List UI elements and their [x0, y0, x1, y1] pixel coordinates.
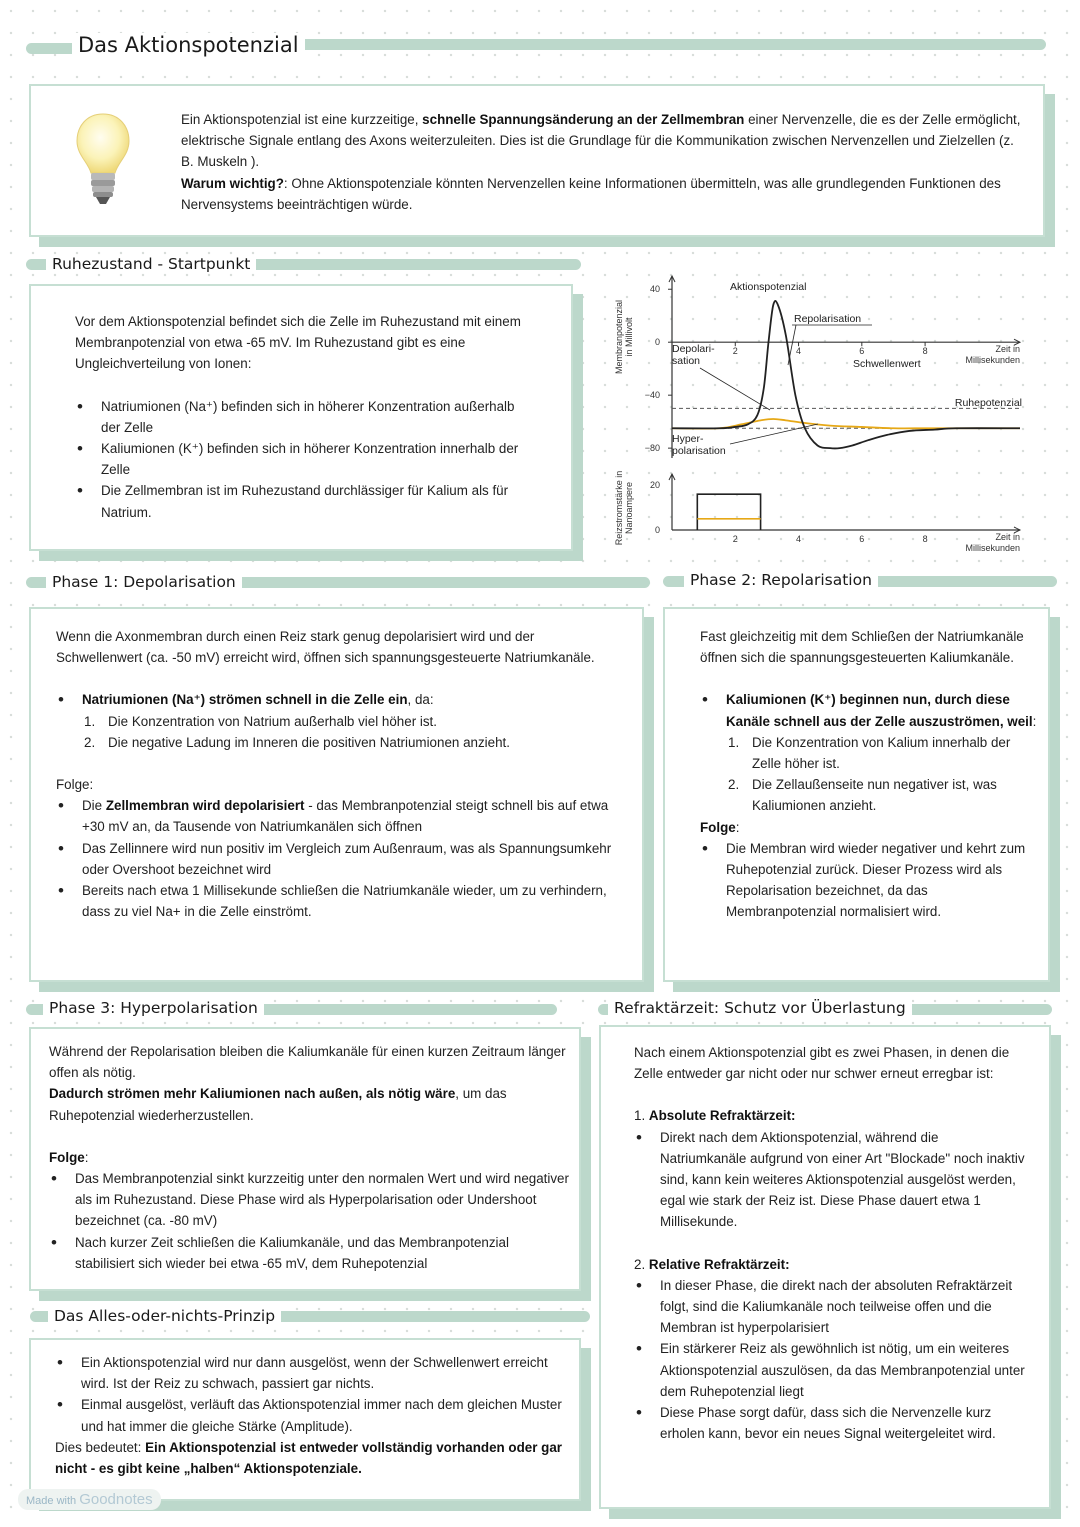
x-tick-label-bottom: 6	[859, 534, 865, 544]
x-tick-label-top: 2	[732, 346, 738, 357]
list-item: • Natriumionen (Na⁺) strömen schnell in die Zelle ein, da: 1. Die Konzentration von Natrium außerhalb viel höher ist. 2. Die negative Ladung im Inneren die positiven Natriumionen anzieht.	[56, 689, 616, 753]
annotation-pointer	[730, 424, 818, 444]
phase3-text	[49, 1041, 571, 1274]
list-item: • Ein stärkerer Reiz als gewöhnlich ist nötig, um ein weiteres Aktionspotenzial auszulösen, da das Membranpotenzial unter dem Ruhepotenzial liegt	[634, 1338, 1026, 1402]
phase1-folge-label: Folge:	[56, 777, 94, 793]
x-tick-label-bottom: 4	[796, 534, 802, 544]
series-line	[672, 419, 1020, 429]
list-item: • Bereits nach etwa 1 Millisekunde schließen die Natriumkanäle wieder, um zu verhindern, dass zu viel Na+ in die Zelle einströmt.	[56, 880, 616, 922]
y-tick-label-bottom: 0	[654, 525, 660, 535]
ruhe-list	[75, 396, 530, 523]
list-item: • Das Zellinnere wird nun positiv im Vergleich zum Außenraum, was als Spannungsumkehr oder Overshoot bezeichnet wird	[56, 838, 616, 880]
annotation-hyperpolarisation: polarisation	[672, 445, 726, 457]
lightbulb-icon	[74, 110, 132, 208]
x-axis-label-top: Millisekunden	[965, 355, 1020, 366]
phase3-folge-list	[49, 1168, 571, 1274]
annotation-schwellenwert: Schwellenwert	[853, 358, 921, 370]
annotation-repolarisation: Repolarisation	[794, 313, 862, 325]
annotation-hyperpolarisation: Hyper-	[672, 433, 704, 445]
list-item: • Einmal ausgelöst, verläuft das Aktionspotenzial immer nach dem gleichen Muster und hat immer die gleiche Stärke (Amplitude).	[55, 1394, 570, 1436]
list-item: 1. Die Konzentration von Natrium außerhalb viel höher ist.	[84, 713, 437, 729]
x-tick-label-top: 6	[859, 346, 865, 357]
refrakt-text	[634, 1042, 1026, 1444]
annotation-pointer	[700, 368, 770, 410]
phase2-text	[700, 626, 1038, 923]
phase2-folge-label: Folge:	[700, 819, 740, 835]
list-item: • Die Zellmembran wird depolarisiert - das Membranpotenzial steigt schnell bis auf etwa +30 mV an, da Tausende von Natriumkanälen sich öffnen	[56, 795, 616, 837]
refrakt-absolute-list	[634, 1127, 1026, 1233]
y-tick-label-top: −80	[644, 443, 660, 454]
y-tick-label-top: −40	[644, 390, 660, 401]
phase2-intro: Fast gleichzeitig mit dem Schließen der Natriumkanäle öffnen sich die spannungsgesteuerten Kaliumkanäle.	[700, 629, 1024, 666]
y-axis-label-top: Membranpotenzial	[614, 299, 624, 375]
alles-conclusion: Dies bedeutet: Ein Aktionspotenzial ist entweder vollständig vorhanden oder gar nicht - es gibt keine „halben“ Aktionspotenziale.	[55, 1439, 562, 1477]
list-item: 1. Die Konzentration von Kalium innerhalb der Zelle höher ist.	[728, 734, 1011, 772]
phase2-reasons	[726, 732, 1038, 817]
phase3-emphasis: Dadurch strömen mehr Kaliumionen nach außen, als nötig wäre, um das Ruhepotenzial wiederherzustellen.	[49, 1086, 507, 1123]
title-bar-right	[294, 39, 1046, 50]
phase1-heading: Phase 1: Depolarisation	[46, 573, 242, 591]
phase1-text	[56, 626, 616, 922]
refrakt-relative-list	[634, 1275, 1026, 1445]
annotation-depolarisation: Depolari-	[672, 343, 715, 355]
x-axis-label-bottom: Millisekunden	[965, 543, 1020, 553]
annotation-ruhepotenzial: Ruhepotenzial	[954, 397, 1022, 409]
phase1-folge-list	[56, 795, 616, 922]
list-item: 2. Die negative Ladung im Inneren die positiven Natriumionen anzieht.	[84, 734, 510, 750]
annotation-pointer	[788, 325, 796, 365]
x-tick-label-bottom: 8	[922, 534, 928, 544]
ruhe-text	[75, 311, 530, 523]
list-item: • Nach kurzer Zeit schließen die Kaliumkanäle, und das Membranpotenzial stabilisiert sich wieder bei etwa -65 mV, dem Ruhepotenzial	[49, 1232, 571, 1274]
list-item: • Natriumionen (Na⁺) befinden sich in höherer Konzentration außerhalb der Zelle	[75, 396, 530, 438]
annotation-aktionspotenzial: Aktionspotenzial	[730, 281, 807, 293]
refrakt-absolute-title: 1. Absolute Refraktärzeit:	[634, 1108, 796, 1124]
phase2-heading: Phase 2: Repolarisation	[684, 571, 878, 589]
phase1-reasons	[82, 711, 616, 753]
list-item: • Das Membranpotenzial sinkt kurzzeitig unter den normalen Wert und wird negativer als im Ruhezustand. Diese Phase wird als Hyperpolarisation oder Undershoot bezeichnet (ca. -80 mV)	[49, 1168, 571, 1232]
y-axis-label-bottom: Reizstromstärke in	[614, 470, 624, 546]
refrakt-relative-title: 2. Relative Refraktärzeit:	[634, 1256, 790, 1272]
phase3-intro: Während der Repolarisation bleiben die Kaliumkanäle für einen kurzen Zeitraum länger offen als nötig.	[49, 1044, 566, 1081]
page-title: Das Aktionspotenzial	[72, 33, 305, 57]
goodnotes-watermark: Made with Goodnotes	[18, 1489, 161, 1510]
list-item: 2. Die Zellaußenseite nun negativer ist, was Kaliumionen anzieht.	[728, 777, 997, 814]
list-item: • Kaliumionen (K⁺) beginnen nun, durch diese Kanäle schnell aus der Zelle auszuströmen, weil: 1. Die Konzentration von Kalium innerhalb der Zelle höher ist. 2. Die Zellaußenseite nun negativer ist, was Kaliumionen anzieht.	[700, 689, 1038, 816]
list-item: • Direkt nach dem Aktionspotenzial, während die Natriumkanäle aufgrund von einer Art "Blockade" noch inaktiv sind, kann kein weiteres Aktionspotenzial ausgelöst werden, egal wie stark der Reiz ist. Diese Phase dauert etwa 1 Millisekunde.	[634, 1127, 1026, 1233]
y-axis-label-bottom: Nanoampere	[624, 481, 634, 535]
phase2-folge-list	[700, 838, 1038, 923]
phase2-list	[700, 689, 1038, 816]
list-item: • Ein Aktionspotenzial wird nur dann ausgelöst, wenn der Schwellenwert erreicht wird. Ist der Reiz zu schwach, passiert gar nichts.	[55, 1352, 570, 1394]
alles-list	[55, 1352, 570, 1437]
phase1-list	[56, 689, 616, 753]
y-tick-label-top: 0	[654, 337, 660, 348]
refrakt-intro: Nach einem Aktionspotenzial gibt es zwei Phasen, in denen die Zelle entweder gar nicht oder nur schwer erneut erregbar ist:	[634, 1045, 1010, 1082]
list-item: • In dieser Phase, die direkt nach der absoluten Refraktärzeit folgt, sind die Kaliumkanäle noch teilweise offen und die Membran ist hyperpolarisiert	[634, 1275, 1026, 1339]
phase3-heading: Phase 3: Hyperpolarisation	[43, 999, 264, 1017]
x-tick-label-top: 8	[922, 346, 928, 357]
x-axis-label-top: Zeit in	[995, 344, 1020, 355]
y-tick-label-top: 40	[649, 284, 660, 295]
intro-paragraph: Ein Aktionspotenzial ist eine kurzzeitige, schnelle Spannungsänderung an der Zellmembran einer Nervenzelle, die es der Zelle ermöglicht, elektrische Signale entlang des Axons weiterzuleiten. Dies ist die Grundlage für die Kommunikation zwischen Nervenzellen und Zielzellen (z. B. Muskeln ).	[181, 112, 1021, 170]
stimulus-series	[697, 494, 760, 530]
action-potential-chart	[600, 268, 1040, 568]
y-axis-label-top: in Millivolt	[624, 317, 634, 357]
x-tick-label-bottom: 2	[732, 534, 738, 544]
phase3-folge-label: Folge:	[49, 1149, 89, 1165]
intro-text	[181, 109, 1021, 215]
alles-heading: Das Alles-oder-nichts-Prinzip	[48, 1307, 281, 1325]
list-item: • Diese Phase sorgt dafür, dass sich die Nervenzelle kurz erholen kann, bevor ein neues Signal weitergeleitet wird.	[634, 1402, 1026, 1444]
ruhe-heading: Ruhezustand - Startpunkt	[46, 255, 256, 273]
intro-why-paragraph: Warum wichtig?: Ohne Aktionspotenziale könnten Nervenzellen keine Informationen übermitteln, was alle grundlegenden Funktionen des Nervensystems beeinträchtigen würde.	[181, 175, 1001, 212]
x-axis-label-bottom: Zeit in	[995, 532, 1020, 542]
y-tick-label-bottom: 20	[649, 480, 660, 491]
ruhe-paragraph: Vor dem Aktionspotenzial befindet sich die Zelle im Ruhezustand mit einem Membranpotenzial von etwa -65 mV. Im Ruhezustand gibt es eine Ungleichverteilung von Ionen:	[75, 314, 521, 372]
list-item: • Die Zellmembran ist im Ruhezustand durchlässiger für Kalium als für Natrium.	[75, 480, 530, 522]
annotation-depolarisation: sation	[672, 355, 701, 367]
alles-text	[55, 1352, 570, 1479]
refrakt-heading: Refraktärzeit: Schutz vor Überlastung	[608, 999, 912, 1017]
list-item: • Kaliumionen (K⁺) befinden sich in höherer Konzentration innerhalb der Zelle	[75, 438, 530, 480]
phase1-intro: Wenn die Axonmembran durch einen Reiz stark genug depolarisiert wird und der Schwellenwert (ca. -50 mV) erreicht wird, öffnen sich spannungsgesteuerte Natriumkanäle.	[56, 629, 595, 666]
list-item: • Die Membran wird wieder negativer und kehrt zum Ruhepotenzial zurück. Dieser Prozess wird als Repolarisation bezeichnet, da das Membranpotenzial normalisiert wird.	[700, 838, 1038, 923]
x-tick-label-top: 4	[796, 346, 802, 357]
